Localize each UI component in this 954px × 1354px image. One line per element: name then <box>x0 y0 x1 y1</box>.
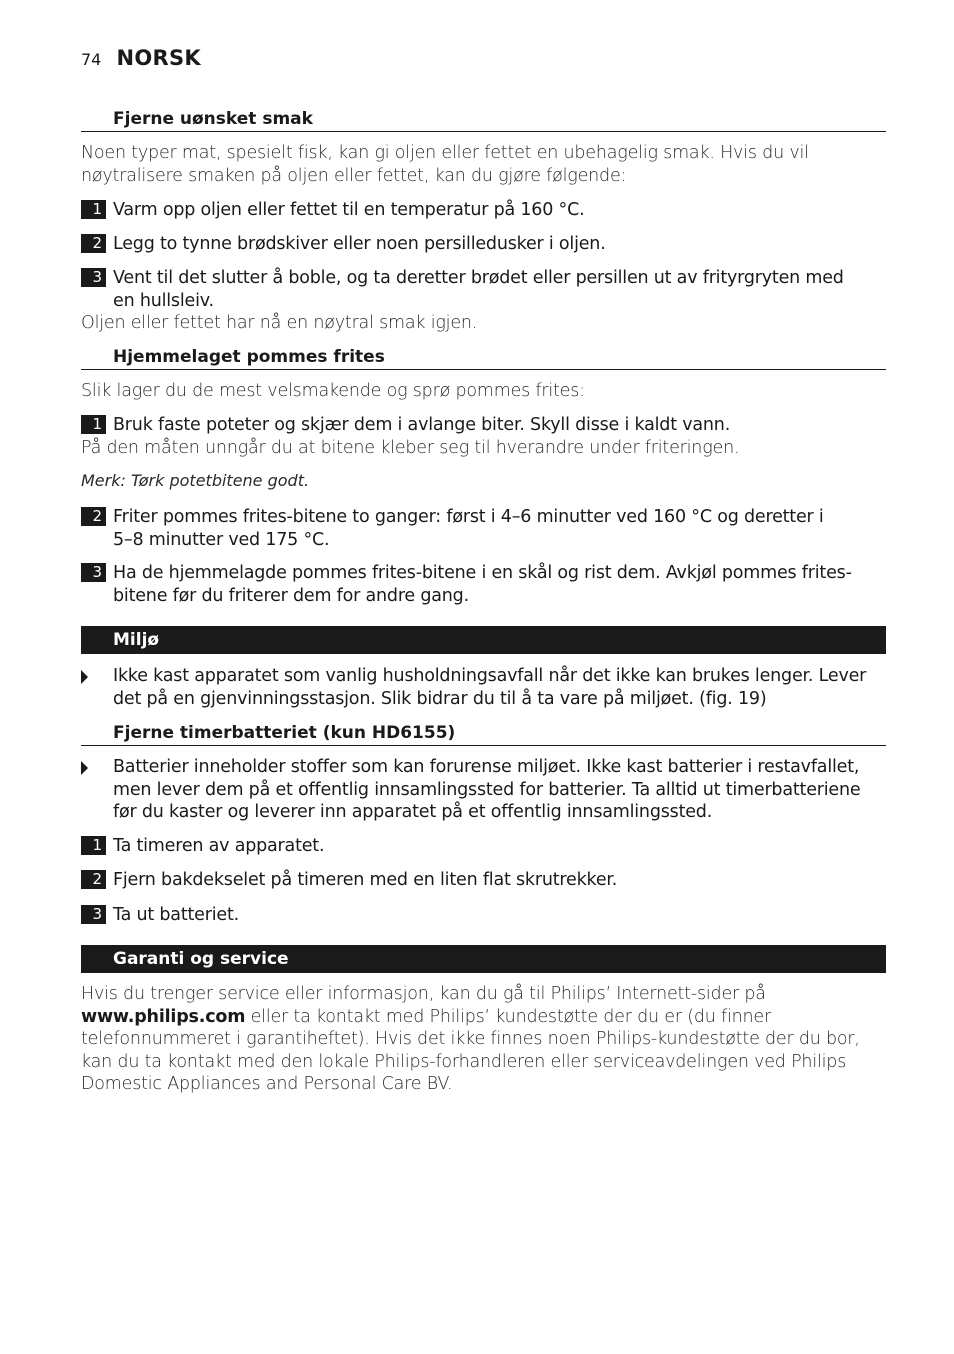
step-number: 2 <box>81 507 106 526</box>
step-note: På den måten unngår du at bitene kleber seg til hverandre under friteringen. <box>81 438 740 458</box>
step-number: 3 <box>81 268 106 287</box>
page-number: 74 <box>81 50 102 69</box>
step-text: Bruk faste poteter og skjær dem i avlange biter. Skyll disse i kaldt vann. <box>113 415 731 435</box>
bullet-text: Ikke kast apparatet som vanlig husholdningsavfall når det ikke kan brukes lenger. Lever det på en gjenvinningsstasjon. Slik bidrar du til å ta vare på miljøet. (fig. 19) <box>113 666 867 709</box>
step-number: 1 <box>81 415 106 434</box>
step-text: Varm opp oljen eller fettet til en temperatur på 160 °C. <box>113 200 585 220</box>
warranty-text-a: Hvis du trenger service eller informasjon, kan du gå til Philips’ Internett-sider på <box>81 984 766 1004</box>
section-heading-remove-taste: Fjerne uønsket smak <box>81 108 886 132</box>
step-text: Vent til det slutter å boble, og ta deretter brødet eller persillen ut av frityrgryten med en hullsleiv. <box>113 268 844 311</box>
bullet-icon <box>81 761 88 775</box>
step-number: 3 <box>81 905 106 924</box>
step-number: 3 <box>81 563 106 582</box>
website-link[interactable]: www.philips.com <box>81 1006 246 1027</box>
step-text: Ha de hjemmelagde pommes frites-bitene i en skål og rist dem. Avkjøl pommes frites-bitene før du friterer dem for andre gang. <box>113 563 852 606</box>
section-intro: Slik lager du de mest velsmakende og sprø pommes frites: <box>81 381 585 401</box>
bullet-text: Batterier inneholder stoffer som kan forurense miljøet. Ikke kast batterier i restavfallet, men lever dem på et offentlig innsamlingssted for batterier. Ta alltid ut timerbatteriene før du kaster og leverer inn apparatet på et offentlig innsamlingssted. <box>113 757 861 822</box>
step-text: Friter pommes frites-bitene to ganger: først i 4–6 minutter ved 160 °C og deretter i 5–8 minutter ved 175 °C. <box>113 507 824 550</box>
step-number: 2 <box>81 870 106 889</box>
section-intro: Noen typer mat, spesielt fisk, kan gi oljen eller fettet en ubehagelig smak. Hvis du vil nøytralisere smaken på oljen eller fettet, kan du gjøre følgende: <box>81 143 809 186</box>
section-heading-environment: Miljø <box>81 626 886 654</box>
step-text: Ta timeren av apparatet. <box>113 836 325 856</box>
section-outro: Oljen eller fettet har nå en nøytral smak igjen. <box>81 313 478 333</box>
warranty-text <box>81 983 886 1096</box>
step-text: Legg to tynne brødskiver eller noen persilledusker i oljen. <box>113 234 606 254</box>
section-heading-warranty: Garanti og service <box>81 945 886 973</box>
section-heading-timer-battery: Fjerne timerbatteriet (kun HD6155) <box>81 722 886 746</box>
bullet-icon <box>81 670 88 684</box>
page-header <box>81 46 201 70</box>
warranty-text-b: eller ta kontakt med Philips’ kundestøtte der du er (du finner telefonnummeret i garantiheftet). Hvis det ikke finnes noen Philips-kundestøtte der du bor, kan du ta kontakt med den lokale Philips-forhandleren eller serviceavdelingen ved Philips Domestic Appliances and Personal Care BV. <box>81 1006 860 1094</box>
step-number: 2 <box>81 234 106 253</box>
merk-note: Merk: Tørk potetbitene godt. <box>81 471 310 490</box>
section-heading-homemade-fries: Hjemmelaget pommes frites <box>81 346 886 370</box>
step-text: Ta ut batteriet. <box>113 905 239 925</box>
step-number: 1 <box>81 200 106 219</box>
page-language: NORSK <box>116 46 201 70</box>
step-text: Fjern bakdekselet på timeren med en liten flat skrutrekker. <box>113 870 618 890</box>
step-number: 1 <box>81 836 106 855</box>
